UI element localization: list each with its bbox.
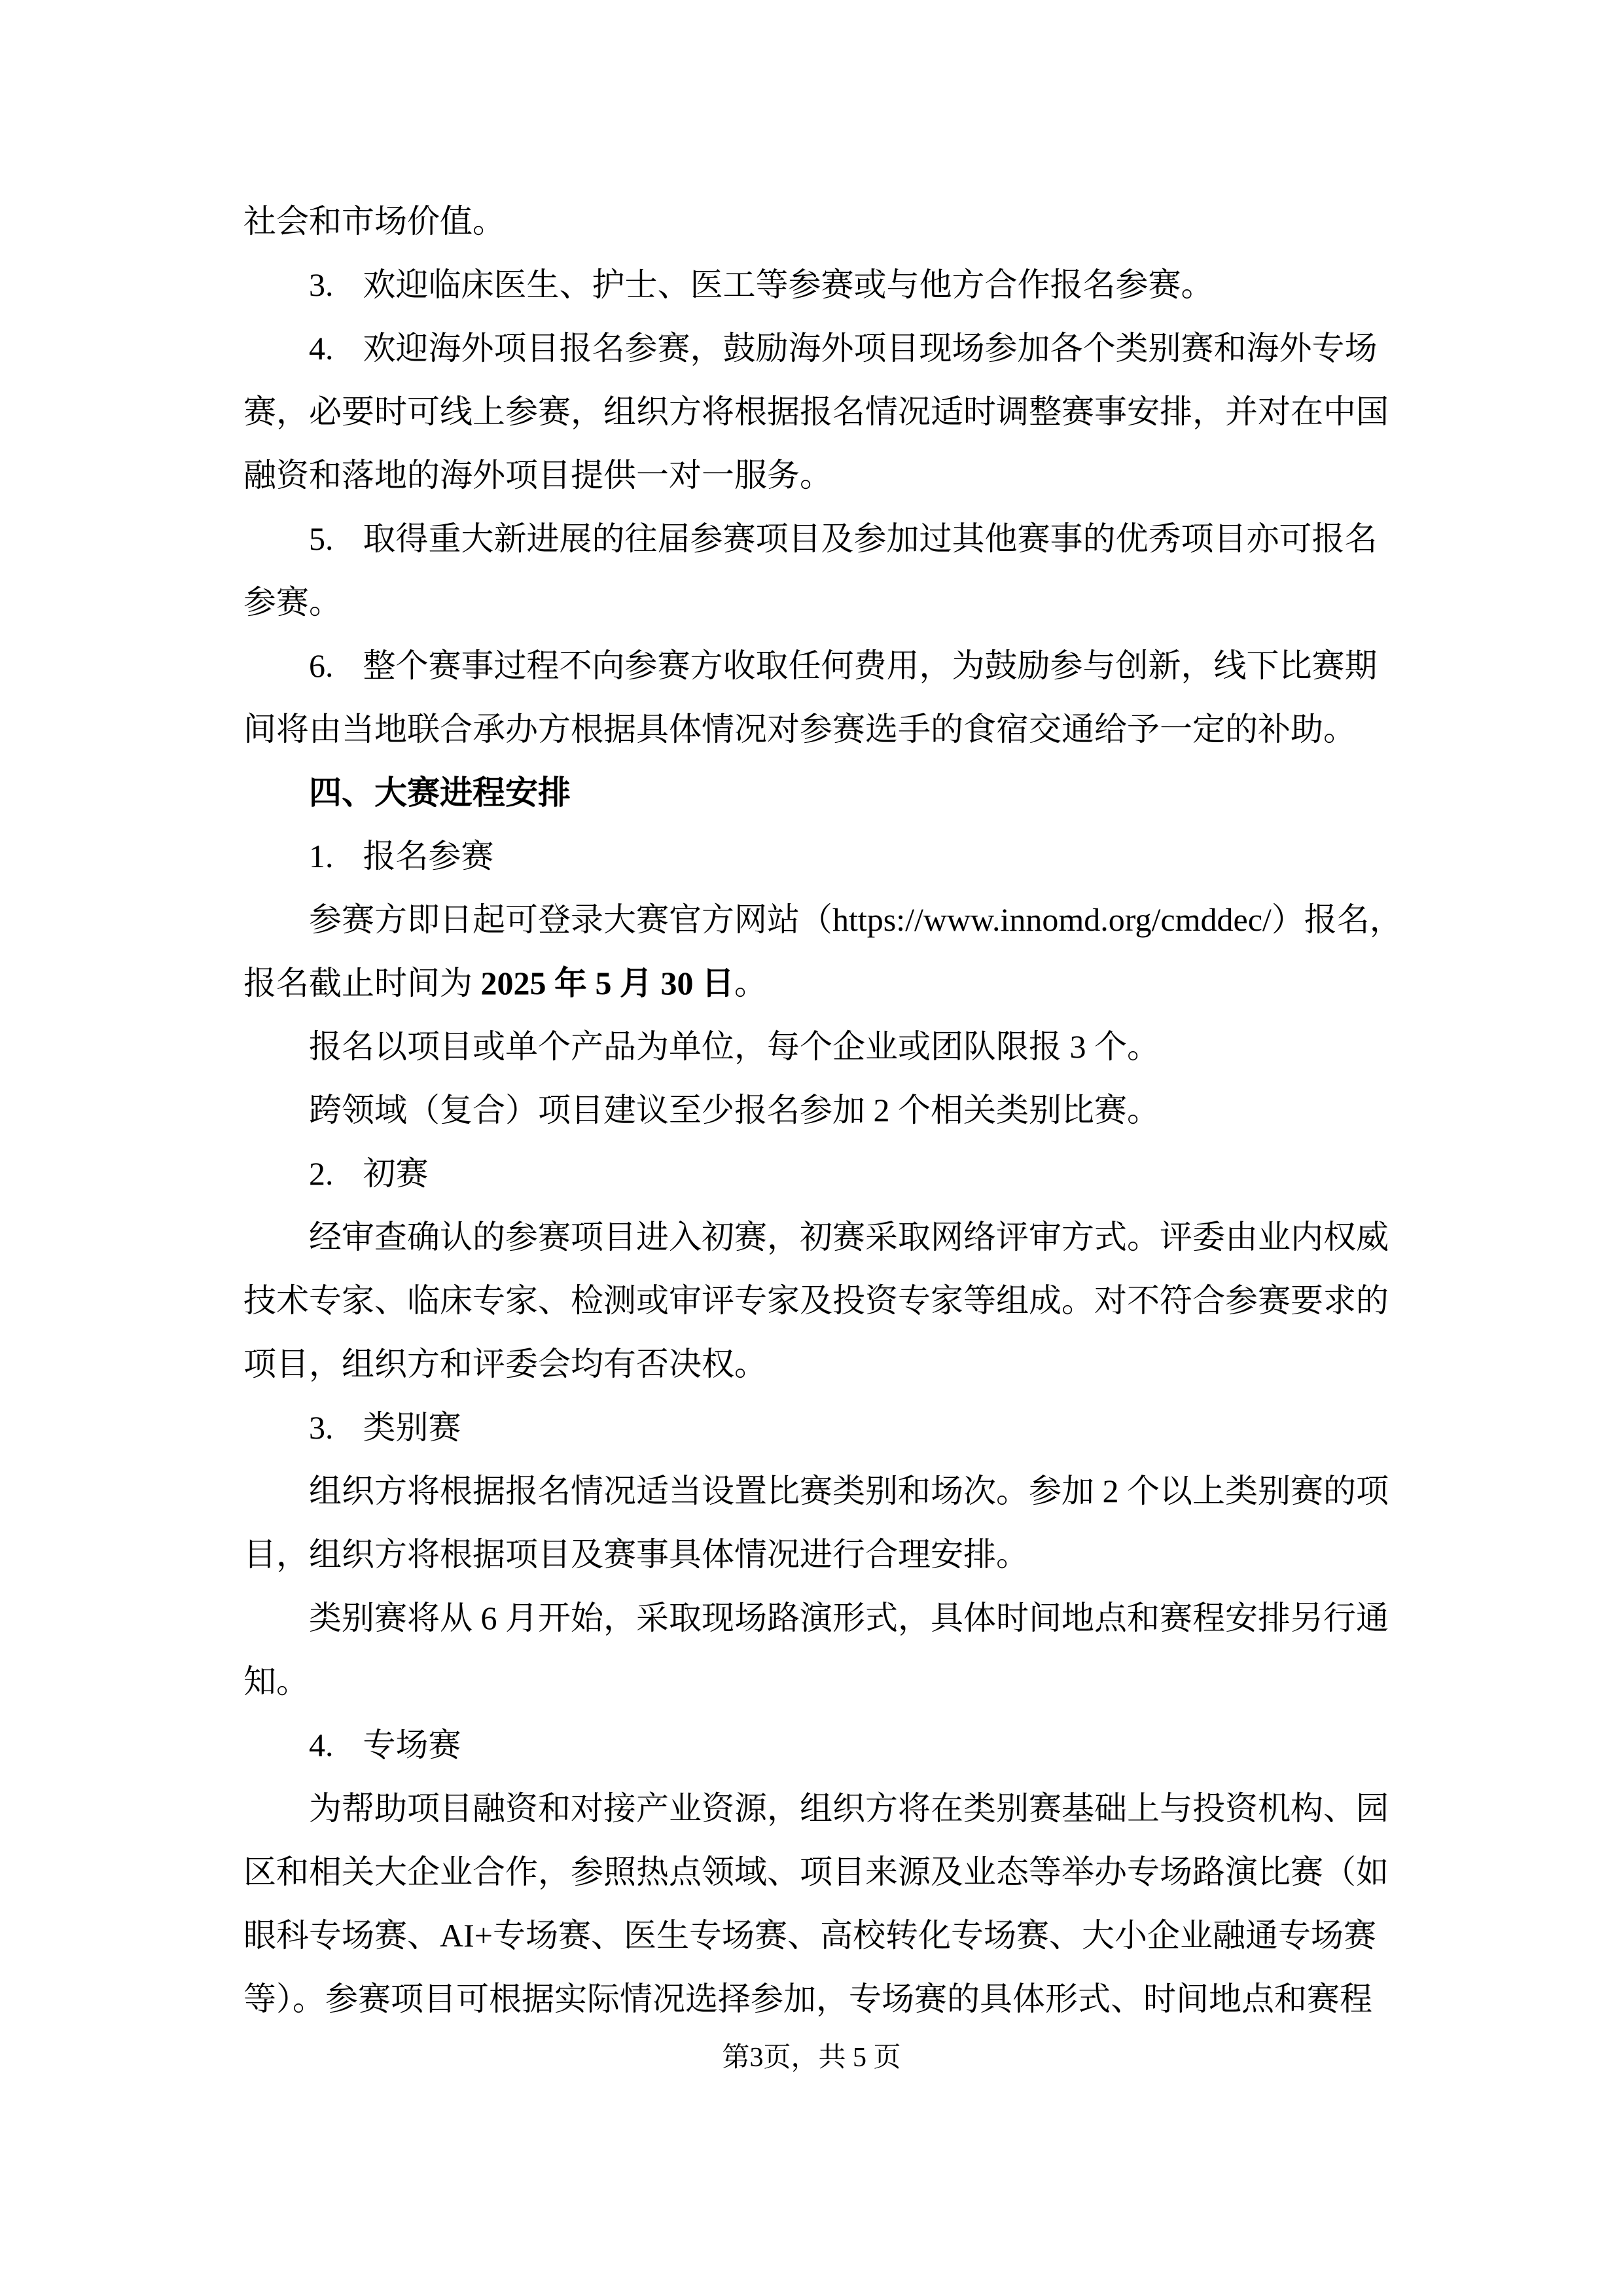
text-line bbox=[243, 1523, 1382, 1587]
text-line bbox=[243, 1967, 1382, 2031]
text-line bbox=[243, 1904, 1382, 1967]
text-segment: 目，组织方将根据项目及赛事具体情况进行合理安排。 bbox=[243, 1536, 1029, 1573]
text-line bbox=[243, 253, 1382, 317]
text-line bbox=[243, 1142, 1382, 1206]
text-segment: 类别赛 bbox=[363, 1409, 461, 1446]
text-line bbox=[243, 888, 1402, 952]
page-number: 第3页，共 5 页 bbox=[722, 2043, 901, 2073]
text-segment: 等）。参赛项目可根据实际情况选择参加，专场赛的具体形式、时间地点和赛程 bbox=[243, 1981, 1372, 2017]
text-line bbox=[243, 1587, 1389, 1650]
document-body bbox=[243, 190, 1402, 2031]
text-segment: 四、大赛进程安排 bbox=[309, 774, 571, 811]
item-number: 4. bbox=[309, 330, 334, 367]
text-line bbox=[243, 380, 1389, 444]
text-line bbox=[243, 1269, 1389, 1333]
text-line bbox=[243, 1650, 1382, 1713]
text-segment: 间将由当地联合承办方根据具体情况对参赛选手的食宿交通给予一定的补助。 bbox=[243, 711, 1356, 747]
text-segment: 为帮助项目融资和对接产业资源，组织方将在类别赛基础上与投资机构、园 bbox=[309, 1790, 1389, 1827]
text-line bbox=[243, 317, 1382, 380]
section-heading bbox=[243, 761, 1382, 825]
text-segment: 技术专家、临床专家、检测或审评专家及投资专家等组成。对不符合参赛要求的 bbox=[243, 1282, 1389, 1319]
text-segment: 参赛方即日起可登录大赛官方网站（https://www.innomd.org/cmddec/）报名， bbox=[309, 901, 1402, 938]
text-segment: 社会和市场价值。 bbox=[243, 203, 505, 240]
text-segment: 参赛。 bbox=[243, 584, 342, 620]
text-segment: 专场赛 bbox=[363, 1727, 461, 1763]
text-segment: 整个赛事过程不向参赛方收取任何费用，为鼓励参与创新，线下比赛期 bbox=[363, 647, 1378, 684]
text-segment: 初赛 bbox=[363, 1155, 429, 1192]
text-line bbox=[243, 1079, 1382, 1142]
text-segment: 类别赛将从 6 月开始，采取现场路演形式，具体时间地点和赛程安排另行通 bbox=[309, 1600, 1389, 1636]
text-line bbox=[243, 952, 1382, 1015]
text-line bbox=[243, 825, 1382, 888]
text-line bbox=[243, 634, 1382, 698]
text-line bbox=[243, 190, 1382, 253]
item-number: 5. bbox=[309, 520, 334, 557]
text-segment: 取得重大新进展的往届参赛项目及参加过其他赛事的优秀项目亦可报名 bbox=[363, 520, 1378, 557]
text-line bbox=[243, 507, 1382, 571]
text-line bbox=[243, 1396, 1382, 1460]
text-segment: 报名截止时间为 bbox=[243, 965, 481, 1001]
text-segment: 欢迎临床医生、护士、医工等参赛或与他方合作报名参赛。 bbox=[363, 266, 1214, 303]
text-segment: 组织方将根据报名情况适当设置比赛类别和场次。参加 2 个以上类别赛的项 bbox=[309, 1473, 1389, 1509]
text-segment: 跨领域（复合）项目建议至少报名参加 2 个相关类别比赛。 bbox=[309, 1092, 1160, 1128]
text-segment: 欢迎海外项目报名参赛，鼓励海外项目现场参加各个类别赛和海外专场 bbox=[363, 330, 1378, 367]
text-segment: 知。 bbox=[243, 1663, 309, 1700]
text-segment: 区和相关大企业合作，参照热点领域、项目来源及业态等举办专场路演比赛（如 bbox=[243, 1854, 1389, 1890]
item-number: 2. bbox=[309, 1155, 334, 1192]
text-segment: 报名以项目或单个产品为单位，每个企业或团队限报 3 个。 bbox=[309, 1028, 1160, 1065]
text-line bbox=[243, 1015, 1382, 1079]
text-segment: 经审查确认的参赛项目进入初赛，初赛采取网络评审方式。评委由业内权威 bbox=[309, 1219, 1389, 1255]
text-segment: 2025 年 5 月 30 日 bbox=[480, 965, 734, 1001]
text-segment: 项目，组织方和评委会均有否决权。 bbox=[243, 1346, 767, 1382]
text-segment: 报名参赛 bbox=[363, 838, 494, 874]
text-line bbox=[243, 1333, 1382, 1396]
text-segment: 融资和落地的海外项目提供一对一服务。 bbox=[243, 457, 832, 493]
item-number: 1. bbox=[309, 838, 334, 874]
text-line bbox=[243, 1206, 1389, 1269]
item-number: 4. bbox=[309, 1727, 334, 1763]
text-line bbox=[243, 698, 1382, 761]
text-segment: 赛，必要时可线上参赛，组织方将根据报名情况适时调整赛事安排，并对在中国 bbox=[243, 393, 1389, 430]
text-line bbox=[243, 1777, 1389, 1840]
text-line bbox=[243, 1460, 1389, 1523]
text-segment: 眼科专场赛、AI+专场赛、医生专场赛、高校转化专场赛、大小企业融通专场赛 bbox=[243, 1917, 1376, 1954]
page-footer bbox=[0, 2041, 1623, 2075]
text-line bbox=[243, 1713, 1382, 1777]
text-segment: 。 bbox=[734, 965, 767, 1001]
item-number: 3. bbox=[309, 1409, 334, 1446]
item-number: 6. bbox=[309, 647, 334, 684]
item-number: 3. bbox=[309, 266, 334, 303]
text-line bbox=[243, 1840, 1389, 1904]
text-line bbox=[243, 571, 1382, 634]
text-line bbox=[243, 444, 1382, 507]
